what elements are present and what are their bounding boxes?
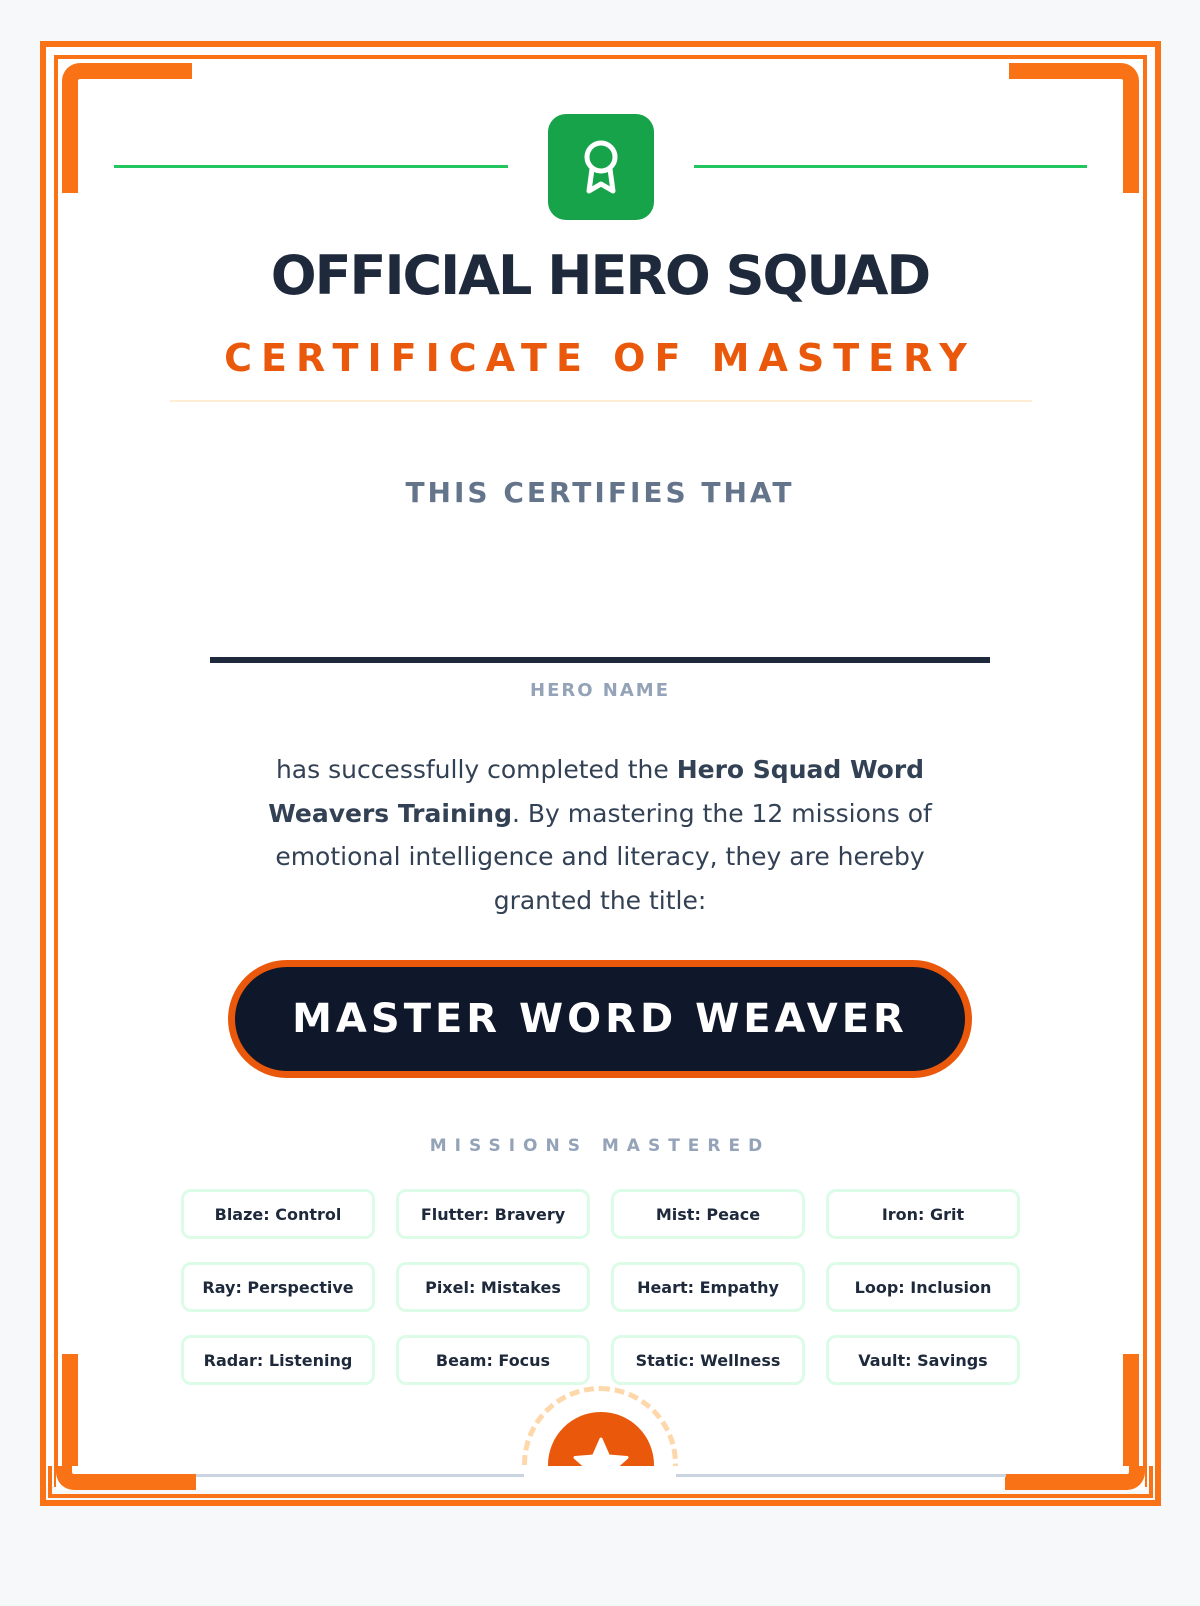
mission-chip: Mist: Peace xyxy=(611,1189,805,1239)
certificate-body xyxy=(260,748,940,922)
mission-chip: Loop: Inclusion xyxy=(826,1262,1020,1312)
mission-chip: Iron: Grit xyxy=(826,1189,1020,1239)
certificate-subtitle: CERTIFICATE OF MASTERY xyxy=(224,336,976,380)
corner-bottom-left-edge xyxy=(56,1466,196,1490)
missions-heading: MISSIONS MASTERED xyxy=(429,1136,771,1156)
mission-chip: Vault: Savings xyxy=(826,1335,1020,1385)
missions-grid xyxy=(181,1189,1021,1385)
mission-chip: Blaze: Control xyxy=(181,1189,375,1239)
header-rule-right xyxy=(694,165,1087,168)
mission-chip: Ray: Perspective xyxy=(181,1262,375,1312)
body-text-part1: has successfully completed the xyxy=(275,755,677,784)
granted-title-banner: MASTER WORD WEAVER xyxy=(228,960,972,1078)
mission-chip: Beam: Focus xyxy=(396,1335,590,1385)
mission-chip: Heart: Empathy xyxy=(611,1262,805,1312)
mission-chip: Radar: Listening xyxy=(181,1335,375,1385)
body-text-part2: . By mastering the 12 missions of emotional intelligence and literacy, they are hereby granted the title: xyxy=(275,798,932,915)
subtitle-divider xyxy=(170,400,1032,402)
seal-rule-right-edge xyxy=(676,1474,1006,1477)
mission-chip: Flutter: Bravery xyxy=(396,1189,590,1239)
certifies-label: THIS CERTIFIES THAT xyxy=(405,476,795,509)
corner-bottom-right-edge xyxy=(1005,1466,1145,1490)
certificate-title: OFFICIAL HERO SQUAD xyxy=(270,244,930,307)
seal-rule-left-edge xyxy=(196,1474,524,1477)
header-rule-left xyxy=(114,165,508,168)
program-name: Hero Squad Word Weavers Training xyxy=(268,755,925,828)
hero-name-line xyxy=(210,657,990,663)
hero-name-caption: HERO NAME xyxy=(530,680,670,701)
mission-chip: Static: Wellness xyxy=(611,1335,805,1385)
frame-bottom-fill xyxy=(56,1466,1145,1490)
mission-chip: Pixel: Mistakes xyxy=(396,1262,590,1312)
award-ribbon-icon xyxy=(548,114,654,220)
